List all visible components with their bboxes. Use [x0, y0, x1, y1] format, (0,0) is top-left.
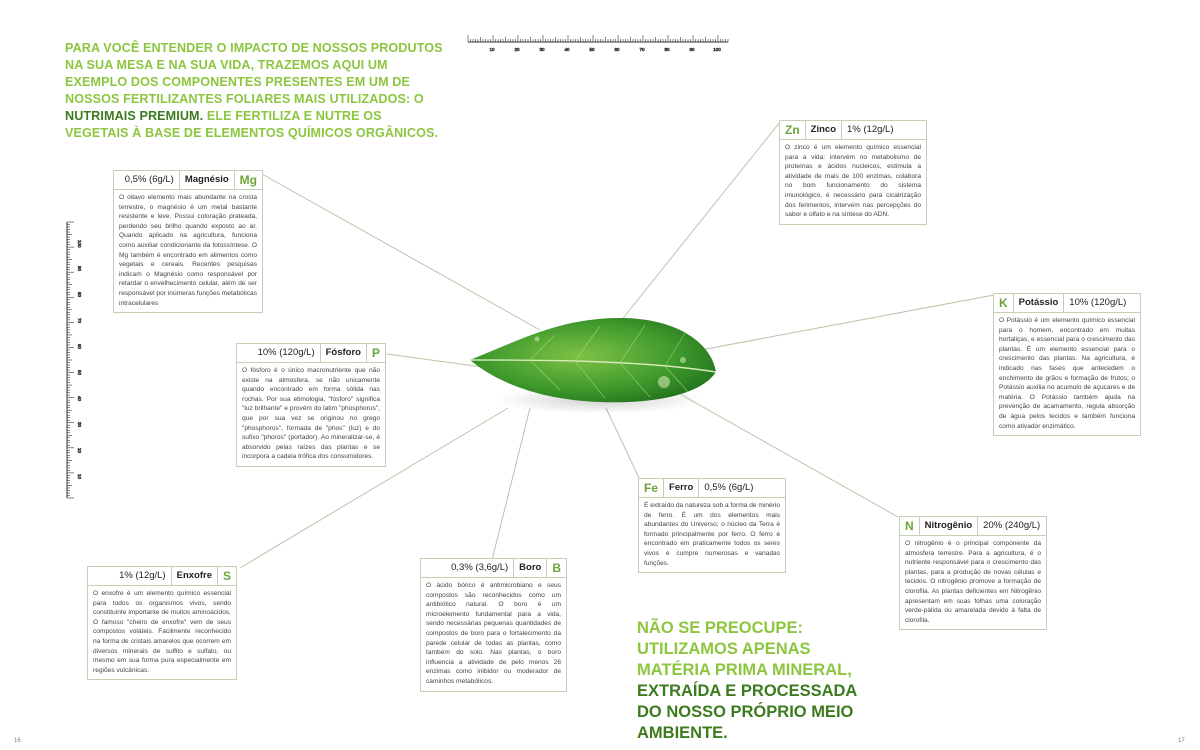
element-description: O Potássio é um elemento químico essencial para o homem, encontrado em muitas hortaliças, e essencial para o crescimento das plantas. É um elemento essencial para o crescimento das plantas. Na agricultura, é indicado nas fases que antecedem o enchimento de grãos e formação de frutos; o Potássio auxilia no acumulo de açucares e de matéria. O Potássio também ajuda na prevenção de acamamento, regula absorção de água pelos tecidos e também funciona como ativador enzimático.: [999, 317, 1135, 430]
connector-k: [690, 295, 994, 352]
element-amount: 10% (120g/L): [257, 347, 315, 358]
element-description: O nitrogênio é o principal componente da atmosfera terrestre. Para a agricultura, é o nutriente responsável para o crescimento das plantas, para a produção de novas células e tecidos. O nitrogênio promove a formação de clorofila. As plantas deficientes em Nitrogênio apresentam em suas folhas uma coloração verde-pálida ou amarelada devido à falta de clorofila.: [905, 540, 1041, 624]
ruler-label: 40: [564, 47, 570, 52]
element-symbol: Fe: [644, 481, 659, 495]
element-amount: 0,5% (6g/L): [124, 174, 174, 185]
ruler-label: 10: [489, 47, 495, 52]
element-amount: 0,5% (6g/L): [704, 482, 754, 493]
element-amount: 1% (12g/L): [847, 124, 894, 135]
leaf-image: [470, 318, 716, 402]
connector-fe: [606, 408, 640, 480]
ruler-label: 20: [77, 448, 82, 454]
element-description: O ácido bórico é antimicrobiano e seus compostos são reconhecidos como um antibiótico natural. O boro é um microelemento fundamental para a vida, sendo necessárias pequenas quantidades de compostos de boro para o fortalecimento da parede celular de todas as plantas, como também do solo. Nas plantas, o boro influencia a atividade de pelo menos 26 enzimas como inibidor ou moderador de caminhos metabólicos.: [426, 582, 561, 685]
ruler-label: 60: [77, 344, 82, 350]
ruler-label: 70: [77, 318, 82, 324]
element-symbol: Zn: [785, 123, 800, 137]
element-name: Magnésio: [179, 171, 235, 189]
element-amount: 20% (240g/L): [983, 520, 1041, 531]
element-box-fe: [638, 478, 786, 573]
element-box-zn: [779, 120, 927, 225]
ruler-label: 70: [639, 47, 645, 52]
element-box-mg: [113, 170, 263, 313]
element-name: Nitrogênio: [919, 517, 979, 535]
element-description: O fósforo é o único macronutriente que não existe na atmosfera, se não unicamente quando encontrado em forma sólida nas rochas. Por sua etimologia, "fósforo" significa "luz brilhante" e provém do latim "phosphorus", que por sua vez se originou no grego "phosphoros", formada de "phos" (luz) e do sufixo "phoros" (portador). Ao mineralizar-se, é absorvido pelas raízes das plantas e se incorpora a cadeia trófica dos consumidores.: [242, 367, 380, 461]
element-box-b: [420, 558, 567, 692]
element-amount: 10% (120g/L): [1069, 297, 1127, 308]
connector-b: [492, 408, 530, 560]
element-box-s: [87, 566, 237, 680]
element-name: Enxofre: [171, 567, 218, 585]
element-box-p: [236, 343, 386, 467]
ruler-label: 100: [713, 47, 721, 52]
ruler-label: 60: [614, 47, 620, 52]
ruler-label: 20: [514, 47, 520, 52]
top-ruler: [468, 35, 728, 52]
element-name: Ferro: [663, 479, 699, 497]
ruler-label: 80: [77, 292, 82, 298]
connector-zn: [620, 122, 780, 322]
element-symbol: K: [999, 296, 1008, 310]
ruler-label: 40: [77, 396, 82, 402]
page-number-right: 17: [1178, 738, 1185, 744]
element-name: Boro: [513, 559, 547, 577]
ruler-label: 30: [77, 422, 82, 428]
element-symbol: Mg: [239, 173, 257, 187]
element-box-k: [993, 293, 1141, 436]
left-ruler: [67, 222, 82, 498]
ruler-label: 50: [589, 47, 595, 52]
element-box-n: [899, 516, 1047, 630]
ruler-label: 90: [689, 47, 695, 52]
ruler-label: 80: [664, 47, 670, 52]
element-name: Potássio: [1013, 294, 1065, 312]
ruler-label: 10: [77, 474, 82, 480]
element-name: Zinco: [805, 121, 842, 139]
element-description: O enxofre é um elemento químico essencial para todos os organismos vivos, sendo constituinte importante de muitos aminoácidos. O famoso "cheiro de enxofre" vem de seus compostos voláteis. Facilmente reconhecido na forma de cristais amarelos que ocorrem em diversos minerais de sulfito e sulfato, ou mesmo em sua forma pura especialmente em regiões vulcânicas.: [93, 590, 231, 674]
element-name: Fósforo: [320, 344, 367, 362]
element-symbol: N: [905, 519, 914, 533]
intro-text: PARA VOCÊ ENTENDER O IMPACTO DE NOSSOS PRODUTOS NA SUA MESA E NA SUA VIDA, TRAZEMOS AQUI UM EXEMPLO DOS COMPONENTES PRESENTES EM UM DE NOSSOS FERTILIZANTES FOLIARES MAIS UTILIZADOS: O NUTRIMAIS PREMIUM. ELE FERTILIZA E NUTRE OS VEGETAIS À BASE DE ELEMENTOS QUÍMICOS ORGÂNICOS.: [65, 41, 443, 140]
element-symbol: P: [371, 346, 380, 360]
element-amount: 0,3% (3,6g/L): [451, 562, 509, 573]
element-description: O oitavo elemento mais abundante na crosta terrestre, o magnésio é um metal bastante resistente e leve. Possui coloração prateada, perdendo seu brilho quando exposto ao ar. Quando aplicado na agricultura, funciona como auxiliar condicionante da fotossíntese. O Mg também é encontrado em alimentos como vegetais e cereais. Recentes pesquisas indicam o Magnésio como responsável por retardar o envelhecimento celular, além de ser responsável por inúmeras funções metabólicas intracelulares: [119, 194, 257, 307]
page-number-left: 16: [14, 738, 21, 744]
element-symbol: B: [552, 561, 561, 575]
product-name: NUTRIMAIS PREMIUM.: [65, 109, 204, 123]
ruler-label: 100: [77, 240, 82, 248]
ruler-label: 50: [77, 370, 82, 376]
ruler-label: 90: [77, 266, 82, 272]
connector-mg: [262, 174, 540, 330]
ruler-label: 30: [539, 47, 545, 52]
element-symbol: S: [222, 569, 231, 583]
element-description: É extraído da natureza sob a forma de minério de ferro. É um dos elementos mais abundantes do Universo; o núcleo da Terra é formado principalmente por ferro. O ferro é encontrado em praticamente todos os seres vivos e cumpre numerosas e variadas funções.: [644, 502, 780, 567]
element-amount: 1% (12g/L): [119, 570, 166, 581]
element-description: O zinco é um elemento químico essencial para a vida: intervém no metabolismo de proteínas e ácidos nucleicos, estimula a atividade de mais de 100 enzimas, colabora no bom funcionamento do sistema imunológico, é necessário para cicatrização dos ferimentos, intervém nas percepções do sabor e olfato e na síntese do ADN.: [785, 144, 921, 219]
closing-statement: NÃO SE PREOCUPE: UTILIZAMOS APENAS MATÉRIA PRIMA MINERAL, EXTRAÍDA E PROCESSADA DO NOSSO PRÓPRIO MEIO AMBIENTE.: [637, 619, 857, 742]
